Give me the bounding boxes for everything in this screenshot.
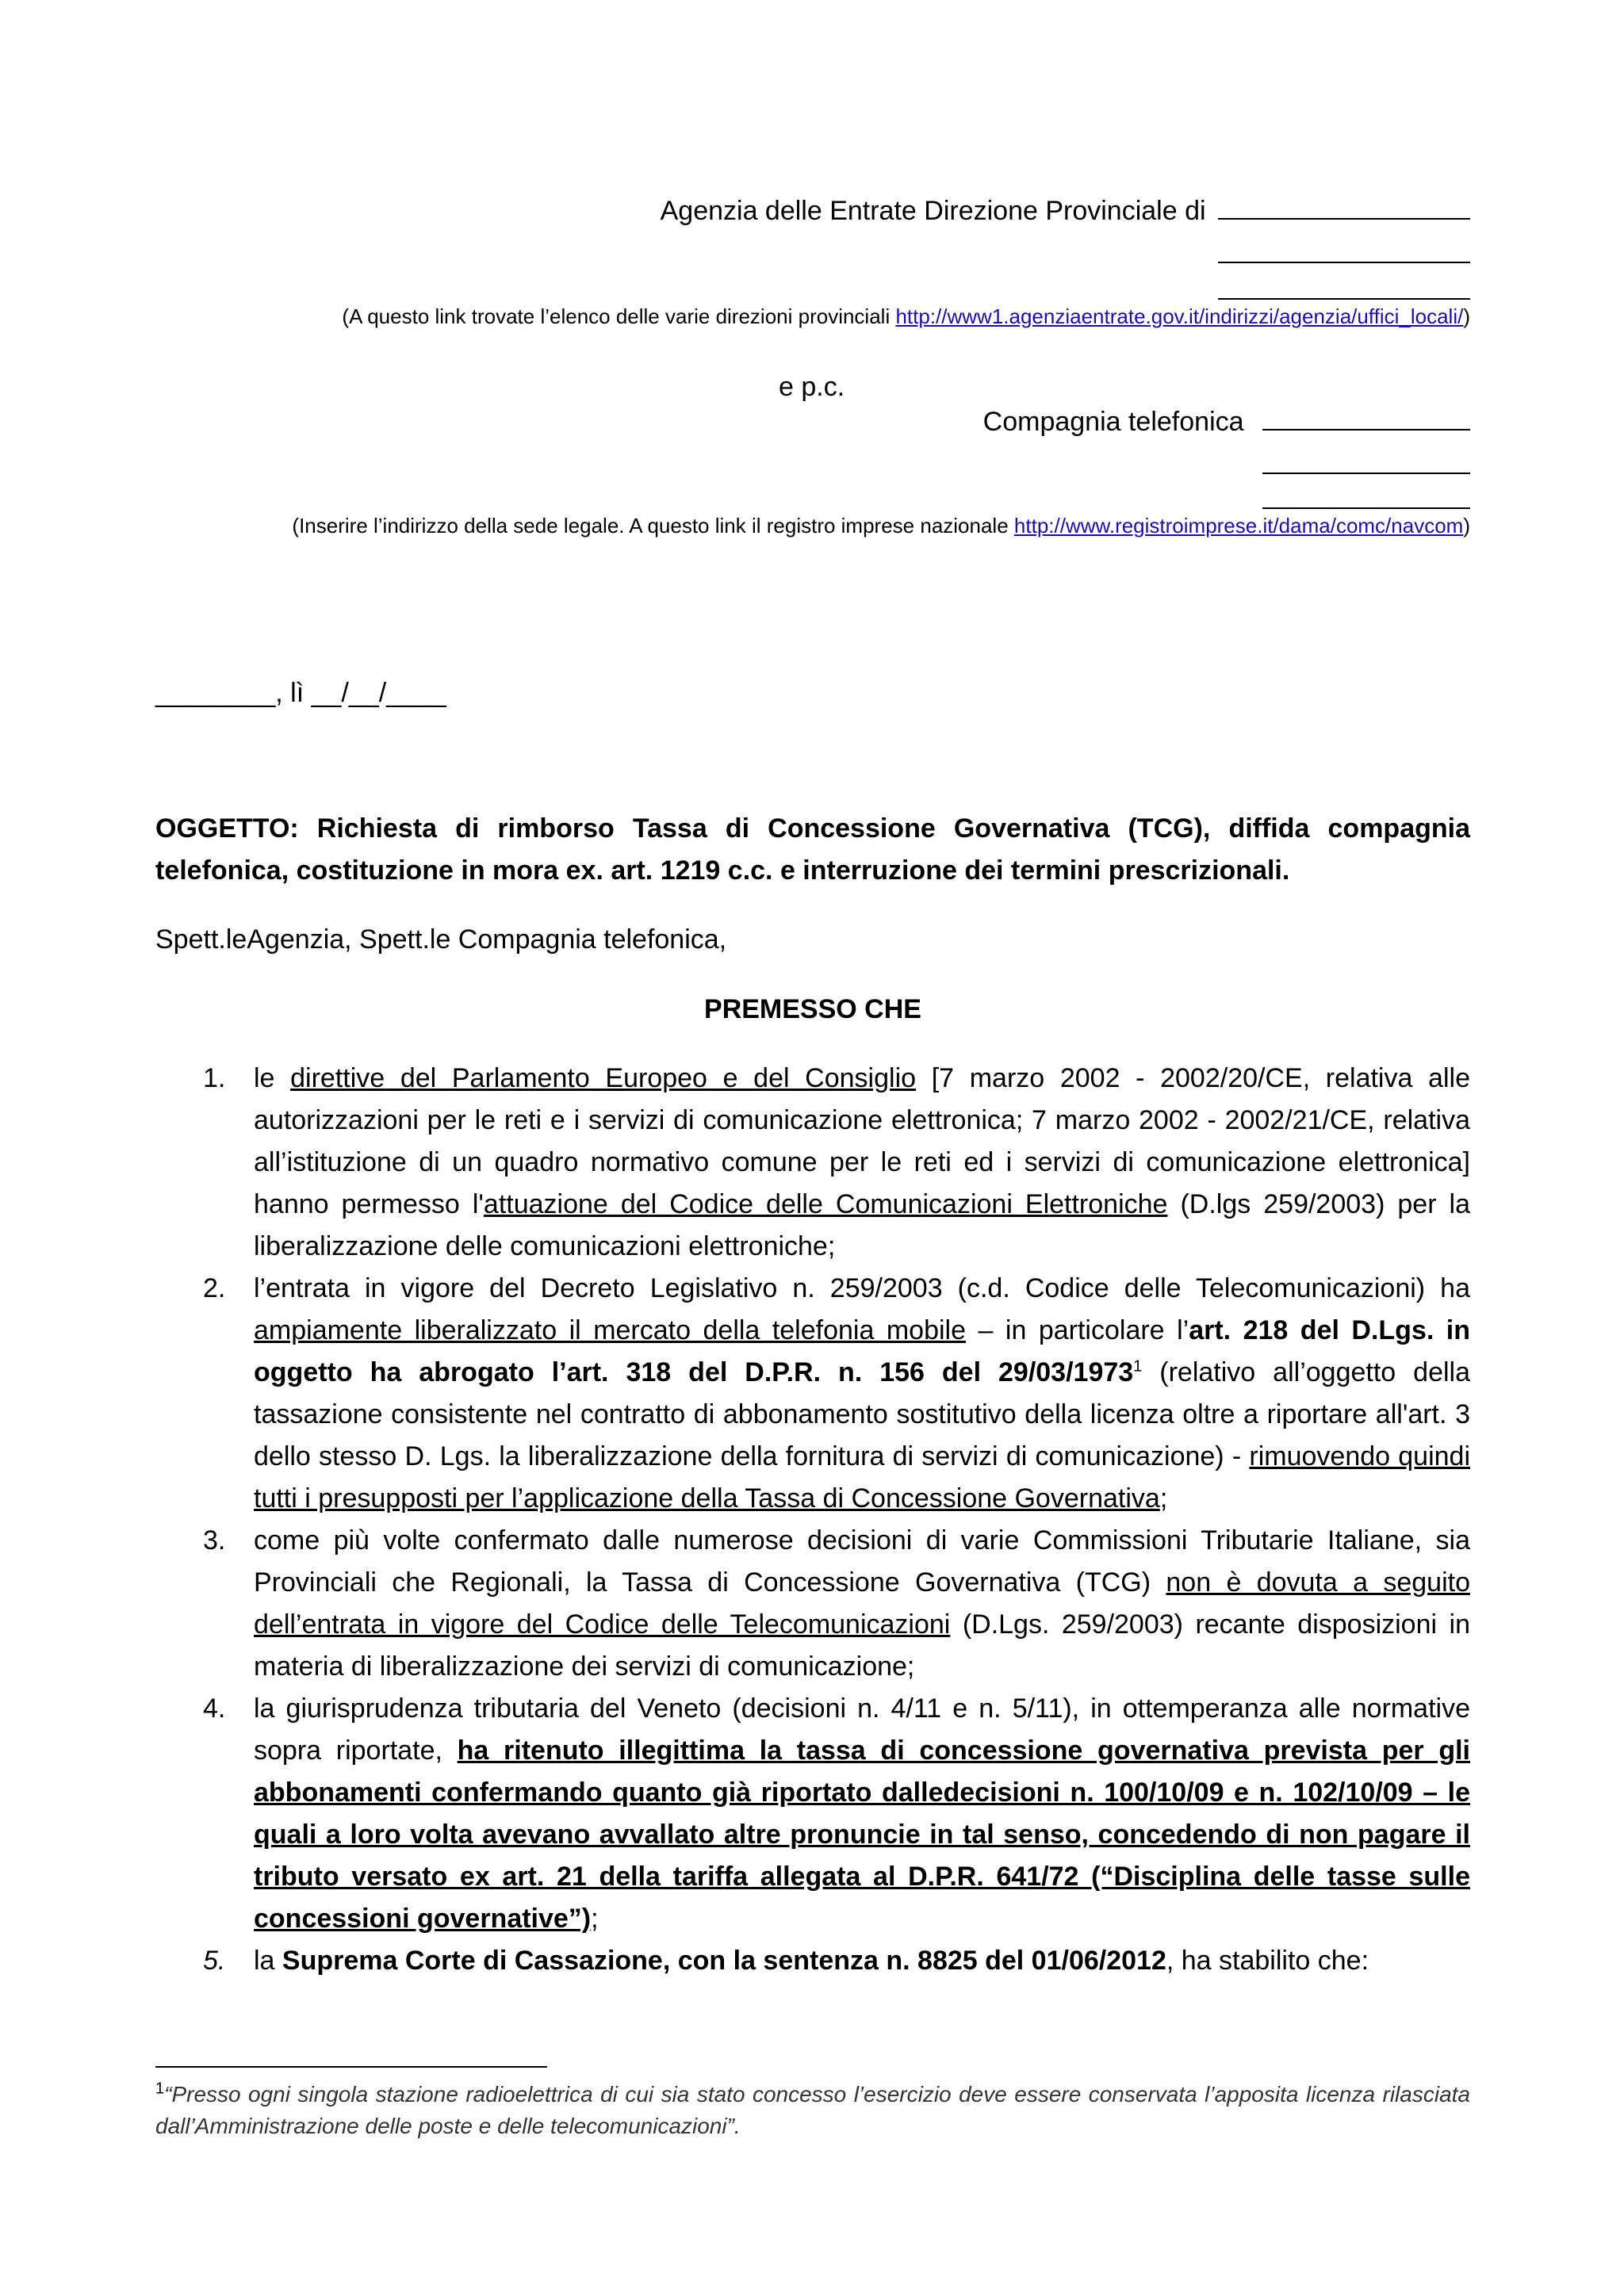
recipient-agenzia bbox=[476, 190, 1470, 232]
recipient-compagnia-blank-1[interactable] bbox=[1262, 402, 1470, 430]
item-underlined: rimuovendo quindi tutti i presupposti per l’applicazione della Tassa di Concessione Governativa bbox=[254, 1441, 1471, 1513]
salutation: Spett.leAgenzia, Spett.le Compagnia telefonica, bbox=[155, 924, 727, 955]
note-end: ) bbox=[1463, 304, 1470, 328]
note-end: ) bbox=[1463, 514, 1470, 538]
item-text: l’entrata in vigore del Decreto Legislativo n. 259/2003 (c.d. Codice delle Telecomunicazioni) ha bbox=[254, 1273, 1470, 1303]
footnote-mark: 1 bbox=[155, 2080, 165, 2098]
list-item bbox=[155, 1520, 1470, 1688]
recipient-compagnia-blank-2[interactable] bbox=[1262, 473, 1470, 474]
item-underlined: non è dovuta a seguito dell’entrata in vigore del Codice delle Telecomunicazioni bbox=[254, 1567, 1470, 1640]
note-text: (A questo link trovate l’elenco delle varie direzioni provinciali bbox=[342, 304, 896, 328]
recipient-compagnia bbox=[793, 401, 1470, 443]
item-number: 3. bbox=[203, 1525, 226, 1556]
item-number: 2. bbox=[203, 1273, 226, 1303]
subject: OGGETTO: Richiesta di rimborso Tassa di Concessione Governativa (TCG), diffida compagnia telefonica, costituzione in mora ex. art. 1219 c.c. e interruzione dei termini prescrizionali. bbox=[155, 813, 1470, 886]
item-text: la bbox=[254, 1946, 282, 1976]
note-text: (Inserire l’indirizzo della sede legale. A questo link il registro imprese nazionale bbox=[292, 514, 1014, 538]
item-number: 4. bbox=[203, 1693, 226, 1724]
item-underlined: ampiamente liberalizzato il mercato della telefonia mobile bbox=[254, 1315, 967, 1345]
registro-imprese-link[interactable]: http://www.registroimprese.it/dama/comc/navcom bbox=[1013, 514, 1464, 538]
list-item bbox=[155, 1058, 1470, 1268]
item-text: ; bbox=[1159, 1483, 1168, 1513]
item-text: come più volte confermato dalle numerose decisioni di varie Commissioni Tributarie Italiane, sia Provinciali che Regionali, la Tassa di Concessione Governativa (TCG) bbox=[254, 1525, 1470, 1598]
item-underlined: attuazione del Codice delle Comunicazioni Elettroniche bbox=[483, 1189, 1168, 1219]
footnote-separator bbox=[155, 2066, 547, 2068]
list-item bbox=[155, 1688, 1470, 1940]
recipient-agenzia-blank-2[interactable] bbox=[1218, 262, 1470, 263]
item-text: le bbox=[254, 1063, 291, 1093]
recipient-agenzia-blank-1[interactable] bbox=[1218, 191, 1470, 220]
item-number: 1. bbox=[203, 1063, 226, 1093]
recipient-agenzia-note bbox=[238, 303, 1470, 330]
item-bold: art. 218 del D.Lgs. in oggetto ha abrogato l’art. 318 del D.P.R. n. 156 del 29/03/1973 bbox=[254, 1315, 1470, 1387]
item-number: 5. bbox=[203, 1946, 226, 1976]
list-item bbox=[155, 1268, 1470, 1520]
cc-label: e p.c. bbox=[779, 372, 845, 402]
section-title: PREMESSO CHE bbox=[704, 994, 921, 1024]
item-text: la giurisprudenza tributaria del Veneto (decisioni n. 4/11 e n. 5/11), in ottemperanza alle normative sopra riportate, bbox=[254, 1693, 1470, 1766]
footnote-ref[interactable]: 1 bbox=[1133, 1357, 1143, 1376]
item-text: (relativo all’oggetto della tassazione consistente nel contratto di abbonamento sostitutivo della licenza oltre a riportare all'art. 3 dello stesso D. Lgs. la liberalizzazione della fornitura di servizi di comunicazione) - bbox=[254, 1357, 1471, 1471]
item-underlined: direttive del Parlamento Europeo e del Consiglio bbox=[290, 1063, 917, 1093]
item-text: ; bbox=[591, 1904, 599, 1934]
item-text: [7 marzo 2002 - 2002/20/CE, relativa alle autorizzazioni per le reti e i servizi di comunicazione elettronica; 7 marzo 2002 - 2002/21/CE, relativa all’istituzione di un quadro normativo comune per le reti ed i servizi di comunicazione elettronica] hanno permesso l' bbox=[254, 1063, 1470, 1219]
date-line[interactable]: ________, lì __/__/____ bbox=[155, 678, 446, 708]
list-item bbox=[155, 1940, 1470, 1982]
recipient-compagnia-note bbox=[238, 512, 1470, 539]
agenzia-offices-link[interactable]: http://www1.agenziaentrate.gov.it/indirizzi/agenzia/uffici_locali/ bbox=[895, 304, 1464, 328]
footnote bbox=[155, 2079, 1470, 2142]
item-text: , ha stabilito che: bbox=[1166, 1946, 1369, 1976]
recipient-compagnia-blank-3[interactable] bbox=[1262, 507, 1470, 509]
item-bold-underlined: ha ritenuto illegittima la tassa di concessione governativa prevista per gli abbonamenti confermando quanto già riportato dalledecisioni n. 100/10/09 e n. 102/10/09 – le quali a loro volta avevano avvallato altre pronuncie in tal senso, concedendo di non pagare il tributo versato ex art. 21 della tariffa allegata al D.P.R. 641/72 (“Disciplina delle tasse sulle concessioni governative”) bbox=[254, 1735, 1470, 1934]
recipient-compagnia-label: Compagnia telefonica bbox=[982, 407, 1244, 437]
item-text: (D.lgs 259/2003) per la liberalizzazione delle comunicazioni elettroniche; bbox=[254, 1189, 1471, 1261]
recipient-agenzia-blank-3[interactable] bbox=[1218, 298, 1470, 300]
item-bold: Suprema Corte di Cassazione, con la sentenza n. 8825 del 01/06/2012 bbox=[282, 1946, 1166, 1976]
premesso-list bbox=[155, 1058, 1470, 1982]
recipient-agenzia-label: Agenzia delle Entrate Direzione Provinciale di bbox=[660, 196, 1206, 226]
item-text: – in particolare l’ bbox=[966, 1315, 1189, 1345]
item-text: (D.Lgs. 259/2003) recante disposizioni in materia di liberalizzazione dei servizi di comunicazione; bbox=[254, 1609, 1470, 1682]
footnote-text: “Presso ogni singola stazione radioelettrica di cui sia stato concesso l’esercizio deve essere conservata l’apposita licenza rilasciata dall’Amministrazione delle poste e delle telecomunicazioni”. bbox=[155, 2082, 1470, 2138]
